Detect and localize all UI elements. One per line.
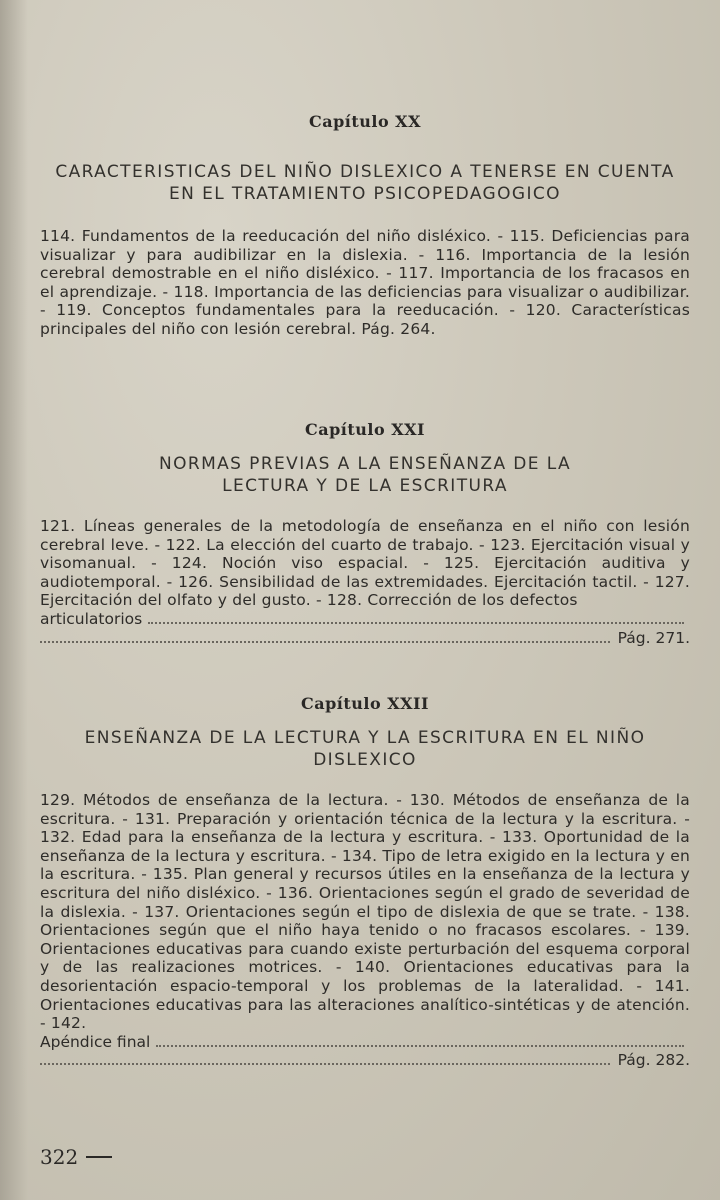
contents-leader-line [40,1033,690,1052]
chapter-label: Capítulo XXII [300,694,429,713]
chapter-title: ENSEÑANZA DE LA LECTURA Y LA ESCRITURA EN EL NIÑO DISLEXICO [84,728,646,770]
contents-last-line: Apéndice final [40,1032,151,1051]
dot-leader [156,1045,684,1047]
chapter-xxi [40,420,690,647]
chapter-title: CARACTERISTICAS DEL NIÑO DISLEXICO A TENERSE EN CUENTA EN EL TRATAMIENTO PSICOPEDAGOGICO [55,162,675,204]
page-reference: Pág. 282. [617,1051,690,1070]
chapter-contents: 121. Líneas generales de la metodología de enseñanza en el niño con lesión cerebral leve. - 122. La elección del cuarto de trabajo. - 123. Ejercitación visual y visomanual. - 124. Noción viso espacial. - 125. Ejercitación auditiva y audiotemporal. - 126. Sensibilidad de las extremidades. Ejercitación tactil. - 127. Ejercitación del olfato y del gusto. - 128. Corrección de los defectos [40,517,690,610]
contents-leader-line [40,610,690,629]
contents-last-line: articulatorios [40,609,143,628]
chapter-contents: 114. Fundamentos de la reeducación del niño disléxico. - 115. Deficiencias para visualizar y para audibilizar en la dislexia. - 116. Importancia de la lesión cerebral demostrable en el niño disléxico. - 117. Importancia de los fracasos en el aprendizaje. - 118. Importancia de las deficiencias para visualizar o audibilizar. - 119. Conceptos fundamentales para la reeducación. - 120. Características principales del niño con lesión cerebral. Pág. 264. [40,227,690,338]
chapter-label: Capítulo XXI [304,420,426,439]
dot-leader [40,641,610,643]
chapter-xxii [40,694,690,1070]
page-number [40,1145,112,1169]
dot-leader [40,1063,610,1065]
chapter-contents: 129. Métodos de enseñanza de la lectura. - 130. Métodos de enseñanza de la escritura. - 131. Preparación y orientación técnica de la lectura y la escritura. - 132. Edad para la enseñanza de la lectura y escritura. - 133. Oportunidad de la enseñanza de la lectura y escritura. - 134. Tipo de letra exigido en la lectura y en la escritura. - 135. Plan general y recursos útiles en la enseñanza de la lectura y escritura del niño disléxico. - 136. Orientaciones según el grado de severidad de la dislexia. - 137. Orientaciones según el tipo de dislexia de que se trate. - 138. Orientaciones según que el niño haya tenido o no fracasos escolares. - 139. Orientaciones educativas para cuando existe perturbación del esquema corporal y de las realizaciones motrices. - 140. Orientaciones educativas para la desorientación espacio-temporal y los problemas de la lateralidad. - 141. Orientaciones educativas para las alteraciones analítico-sintéticas y de atención. - 142. [40,791,690,1033]
page-reference-line [40,1051,690,1070]
chapter-label: Capítulo XX [308,112,422,131]
chapter-xx [40,112,690,339]
page-reference-line [40,629,690,648]
page-number-text: 322 [40,1145,79,1169]
folio-dash [86,1156,112,1158]
page-gutter-shadow [0,0,28,1200]
chapter-title: NORMAS PREVIAS A LA ENSEÑANZA DE LA LECTURA Y DE LA ESCRITURA [158,454,572,496]
dot-leader [148,622,684,624]
page-reference: Pág. 271. [617,628,690,647]
